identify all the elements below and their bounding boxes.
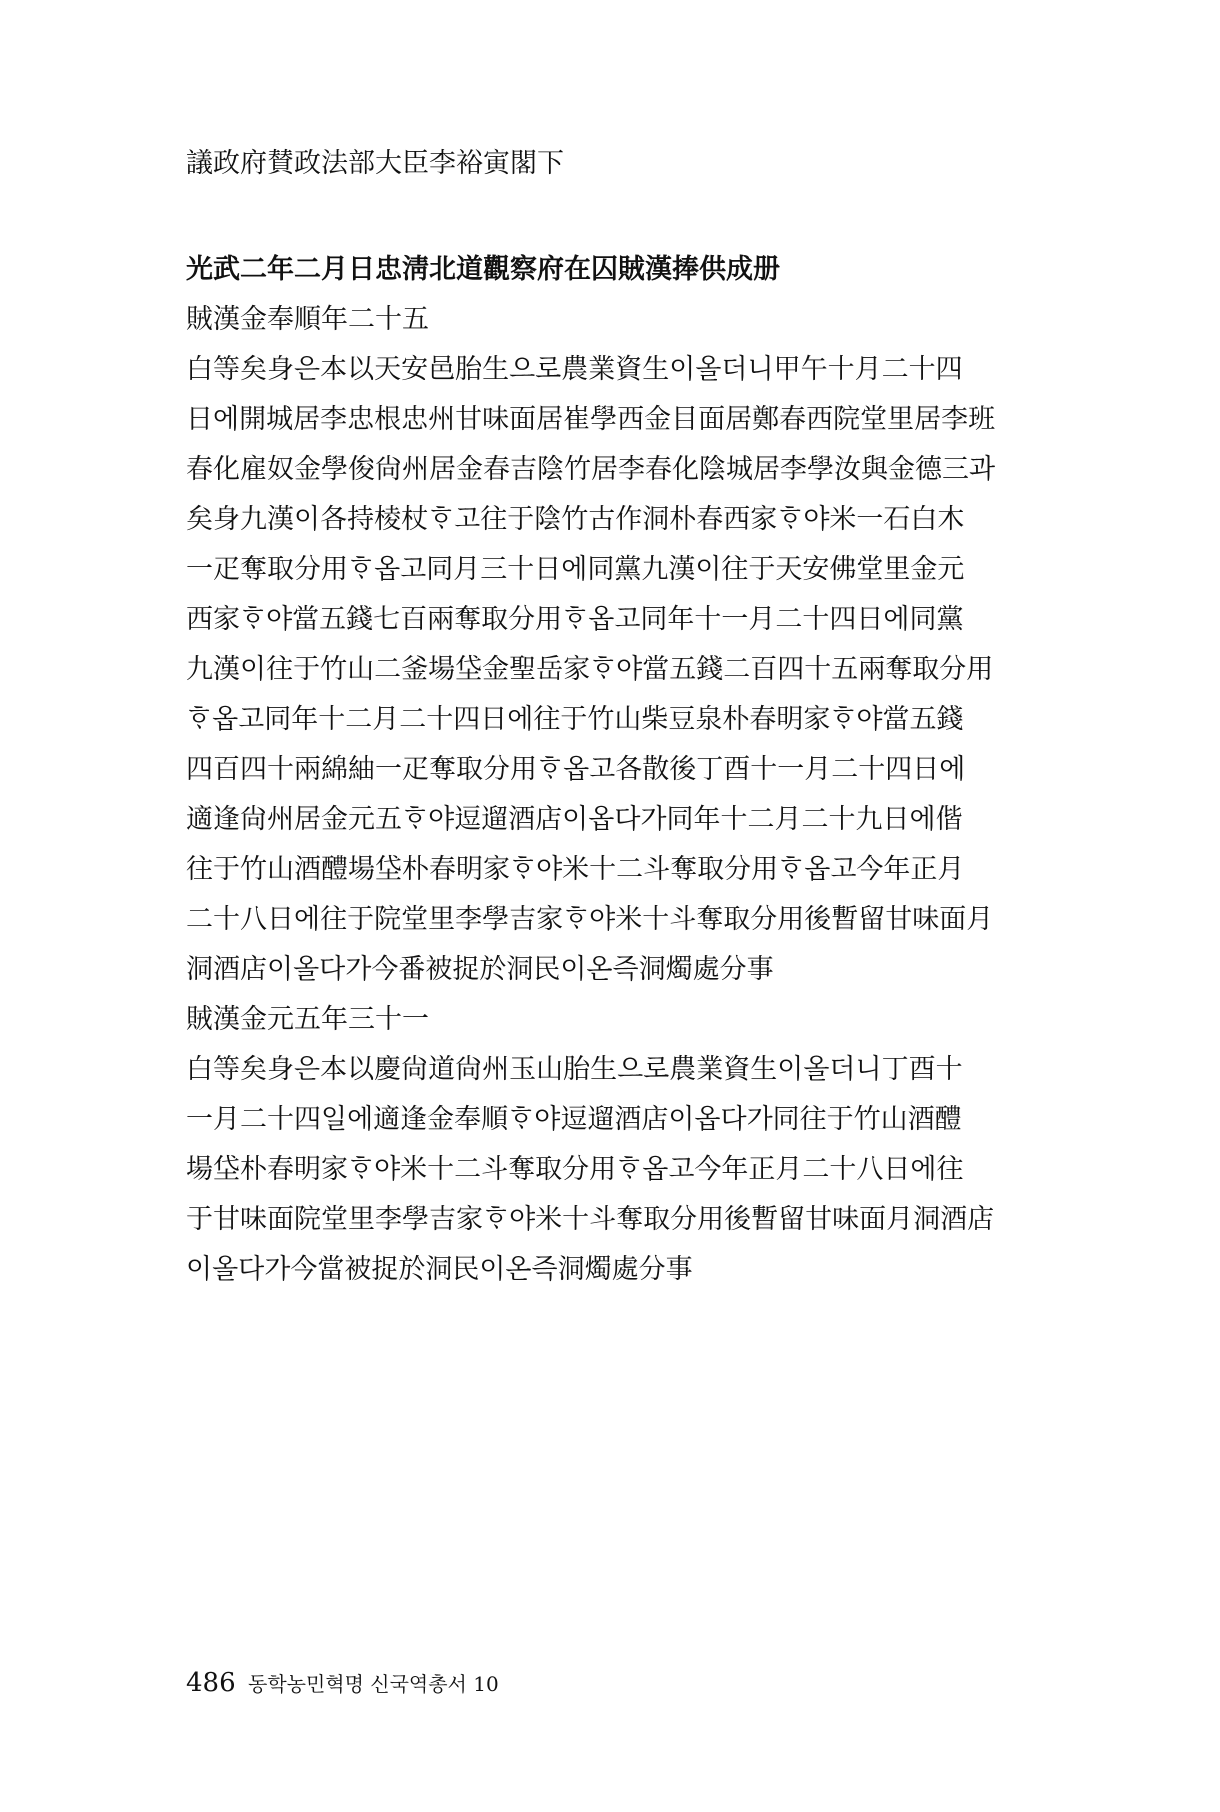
document-heading: 光武二年二月日忠淸北道觀察府在囚賊漢捧供成册 [186, 254, 780, 285]
section-1-line-10: 適逢尙州居金元五ᄒᆞ야逗遛酒店이옵다가同年十二月二十九日에偕 [186, 804, 963, 835]
section-1-line-1: 白等矣身은本以天安邑胎生으로農業資生이올더니甲午十月二十四 [186, 354, 963, 385]
section-2-name: 賊漢金元五年三十一 [186, 1004, 429, 1035]
section-1-line-8: ᄒᆞ옵고同年十二月二十四日에往于竹山柴豆泉朴春明家ᄒᆞ야當五錢 [186, 704, 964, 735]
section-1-line-6: 西家ᄒᆞ야當五錢七百兩奪取分用ᄒᆞ옵고同年十一月二十四日에同黨 [186, 604, 964, 635]
series-title: 동학농민혁명 신국역총서 10 [248, 1672, 499, 1696]
page-number: 486 [186, 1668, 236, 1698]
section-2-line-5: 이올다가今當被捉於洞民이온즉洞燭處分事 [186, 1254, 693, 1285]
section-1-line-2: 日에開城居李忠根忠州甘味面居崔學西金目面居鄭春西院堂里居李班 [186, 404, 996, 435]
section-1-line-4: 矣身九漢이各持棱杖ᄒᆞ고往于陰竹古作洞朴春西家ᄒᆞ야米一石白木 [186, 504, 965, 535]
section-1-line-5: 一疋奪取分用ᄒᆞ옵고同月三十日에同黨九漢이往于天安佛堂里金元 [186, 554, 965, 585]
section-1-line-13: 洞酒店이올다가今番被捉於洞民이온즉洞燭處分事 [186, 954, 774, 985]
section-1-line-12: 二十八日에往于院堂里李學吉家ᄒᆞ야米十斗奪取分用後暫留甘味面月 [186, 904, 994, 935]
section-1-line-3: 春化雇奴金學俊尙州居金春吉陰竹居李春化陰城居李學汝與金德三과 [186, 454, 996, 485]
section-2-line-4: 于甘味面院堂里李學吉家ᄒᆞ야米十斗奪取分用後暫留甘味面月洞酒店 [186, 1204, 995, 1235]
section-1-name: 賊漢金奉順年二十五 [186, 304, 429, 335]
section-2-line-3: 場垈朴春明家ᄒᆞ야米十二斗奪取分用ᄒᆞ옵고今年正月二十八日에往 [186, 1154, 964, 1185]
section-2-line-1: 白等矣身은本以慶尙道尙州玉山胎生으로農業資生이올더니丁酉十 [186, 1054, 963, 1085]
section-1-line-11: 往于竹山酒醴場垈朴春明家ᄒᆞ야米十二斗奪取分用ᄒᆞ옵고今年正月 [186, 854, 965, 885]
page-footer [186, 1668, 499, 1699]
section-1-line-9: 四百四十兩綿紬一疋奪取分用ᄒᆞ옵고各散後丁酉十一月二十四日에 [186, 754, 966, 785]
section-2-line-2: 一月二十四일에適逢金奉順ᄒᆞ야逗遛酒店이옵다가同往于竹山酒醴 [186, 1104, 962, 1135]
addressee-line: 議政府賛政法部大臣李裕寅閣下 [186, 148, 564, 179]
section-1-line-7: 九漢이往于竹山二釜場垈金聖岳家ᄒᆞ야當五錢二百四十五兩奪取分用 [186, 654, 994, 685]
